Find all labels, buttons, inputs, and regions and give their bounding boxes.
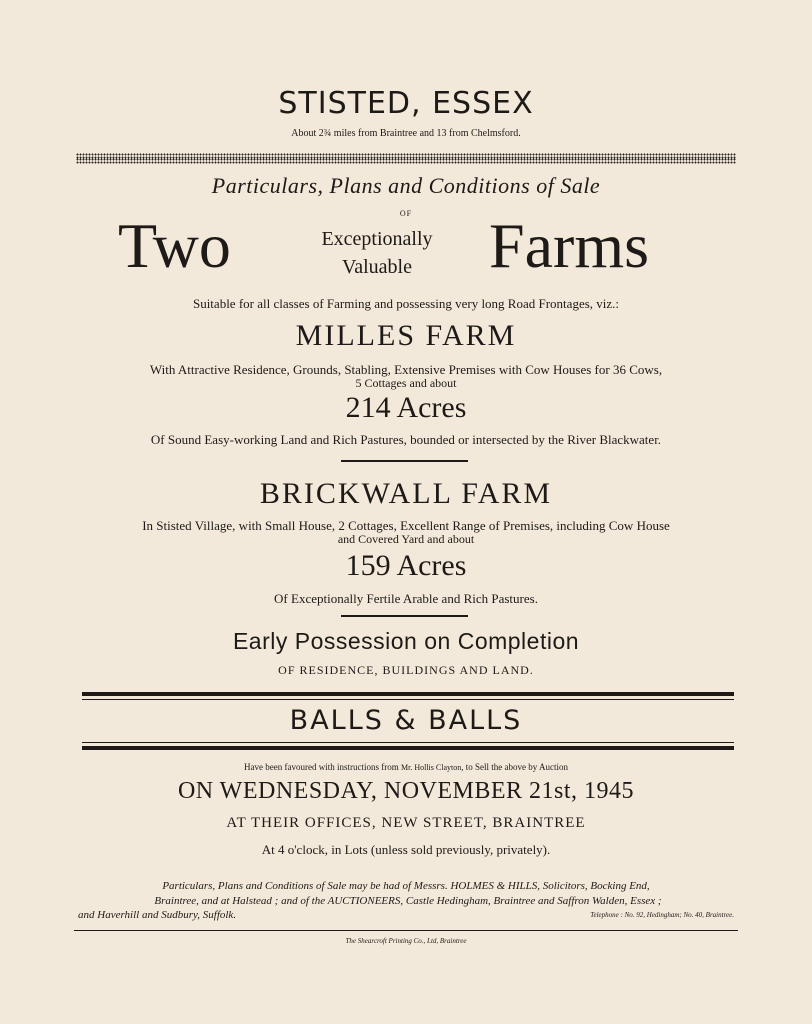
two-heading: Two — [118, 210, 231, 281]
milles-farm-acres: 214 Acres — [345, 391, 467, 424]
instructions-line — [0, 762, 812, 772]
thin-rule — [82, 742, 734, 743]
brickwall-farm-acres: 159 Acres — [345, 549, 467, 582]
brickwall-farm-title: BRICKWALL FARM — [259, 477, 553, 510]
auction-venue: AT THEIR OFFICES, NEW STREET, BRAINTREE — [226, 815, 586, 831]
milles-farm-description-cont: 5 Cottages and about — [355, 376, 457, 390]
auction-date: ON WEDNESDAY, NOVEMBER 21st, 1945 — [177, 778, 635, 804]
section-divider — [341, 460, 468, 462]
printer-credit: The Shearcroft Printing Co., Ltd, Braintree — [345, 937, 467, 945]
milles-farm-description: With Attractive Residence, Grounds, Stabling, Extensive Premises with Cow Houses for 36 Cows, — [149, 362, 663, 377]
brickwall-farm-description: In Stisted Village, with Small House, 2 Cottages, Excellent Range of Premises, including Cow House — [142, 518, 670, 533]
section-divider — [341, 615, 468, 617]
milles-farm-land: Of Sound Easy-working Land and Rich Pastures, bounded or intersected by the River Blackwater. — [150, 432, 662, 447]
brickwall-farm-land: Of Exceptionally Fertile Arable and Rich Pastures. — [274, 591, 538, 606]
footer-rule — [74, 930, 738, 931]
footer-line: Particulars, Plans and Conditions of Sale may be had of Messrs. HOLMES & HILLS, Solicitors, Bocking End, — [162, 880, 650, 892]
suitable-line: Suitable for all classes of Farming and possessing very long Road Frontages, viz.: — [192, 296, 620, 311]
valuable-label: Valuable — [342, 256, 412, 278]
thick-rule — [82, 692, 734, 696]
thin-rule — [82, 699, 734, 700]
milles-farm-title: MILLES FARM — [295, 319, 517, 352]
telephone-numbers: Telephone : No. 92, Hedingham; No. 40, Braintree. — [590, 911, 734, 919]
instructions-text-end: , to Sell the above by Auction — [461, 762, 568, 772]
vendor-name: Mr. Hollis Clayton — [401, 763, 462, 772]
place-title: STISTED, ESSEX — [278, 86, 534, 121]
brickwall-farm-description-cont: and Covered Yard and about — [337, 532, 475, 546]
footer-line: and Haverhill and Sudbury, Suffolk. — [78, 909, 237, 921]
dotted-divider — [76, 158, 736, 164]
distance-subtitle: About 2¾ miles from Braintree and 13 from Chelmsford. — [291, 128, 521, 139]
thick-rule — [82, 746, 734, 750]
exceptionally-label: Exceptionally — [321, 228, 433, 250]
particulars-heading: Particulars, Plans and Conditions of Sale — [211, 173, 601, 198]
auctioneers-name: BALLS & BALLS — [289, 705, 523, 736]
auction-time: At 4 o'clock, in Lots (unless sold previously, privately). — [261, 842, 551, 857]
instructions-text: Have been favoured with instructions from — [244, 762, 401, 772]
possession-subheading: OF RESIDENCE, BUILDINGS AND LAND. — [278, 663, 534, 677]
footer-line: Braintree, and at Halstead ; and of the AUCTIONEERS, Castle Hedingham, Braintree and Saffron Walden, Essex ; — [154, 895, 662, 907]
possession-heading: Early Possession on Completion — [232, 628, 580, 654]
of-label: OF — [399, 209, 413, 218]
farms-heading: Farms — [489, 210, 649, 281]
